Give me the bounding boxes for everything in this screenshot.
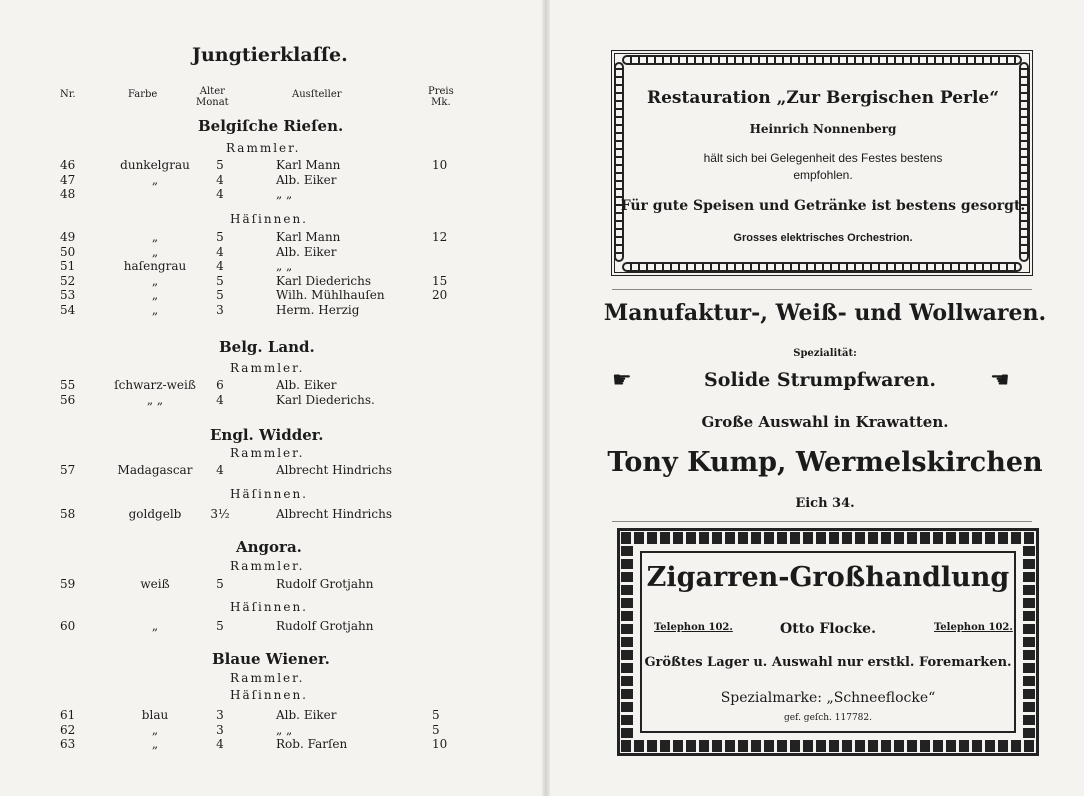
row-number: 56 bbox=[60, 392, 76, 407]
row-prize: 10 bbox=[432, 158, 448, 172]
row-age: 4 bbox=[216, 259, 224, 273]
page-title: Jungtierklaſſe. bbox=[192, 44, 348, 66]
row-age: 3 bbox=[216, 708, 224, 722]
row-age: 5 bbox=[216, 619, 224, 633]
row-prize: 20 bbox=[432, 288, 448, 302]
row-age: 4 bbox=[216, 737, 224, 751]
row-exhibitor: Rudolf Grotjahn bbox=[276, 577, 374, 591]
ad-main: Solide Strumpfwaren. bbox=[704, 369, 936, 391]
pointing-hand-left-icon: ☛ bbox=[990, 368, 1010, 393]
ad-title: Zigarren-Großhandlung bbox=[646, 562, 1010, 593]
ad-owner: Heinrich Nonnenberg bbox=[749, 122, 897, 136]
row-prize: 5 bbox=[432, 708, 440, 722]
col-header-alter: Alter Monat bbox=[196, 86, 229, 108]
ad-line: Größtes Lager u. Auswahl nur erstkl. Foremarken. bbox=[644, 655, 1012, 670]
ad-note: gef. geſch. 117782. bbox=[783, 713, 872, 723]
section-title: Angora. bbox=[236, 538, 302, 556]
ad-telephon-left: Telephon 102. bbox=[654, 622, 733, 633]
row-exhibitor: „ „ bbox=[276, 259, 293, 273]
section-subtitle: Rammler. bbox=[230, 361, 305, 375]
ad-name: Tony Kump, Wermelskirchen bbox=[607, 447, 1043, 478]
ad-extra: Grosses elektrisches Orchestrion. bbox=[733, 232, 913, 244]
row-exhibitor: Wilh. Mühlhauſen bbox=[276, 288, 385, 302]
row-age: 4 bbox=[216, 244, 224, 259]
row-exhibitor: „ „ bbox=[276, 722, 293, 737]
row-exhibitor: Rob. Farſen bbox=[276, 737, 348, 751]
ad-owner: Otto Flocke. bbox=[780, 621, 876, 637]
col-header-nr: Nr. bbox=[60, 89, 76, 100]
row-number: 62 bbox=[60, 722, 76, 737]
section-subtitle: Rammler. bbox=[230, 559, 305, 573]
row-age: 5 bbox=[216, 158, 224, 172]
row-color: ſchwarz-weiß bbox=[114, 378, 196, 392]
row-number: 54 bbox=[60, 302, 76, 317]
row-color: goldgelb bbox=[128, 507, 182, 521]
row-color: „ bbox=[151, 230, 159, 244]
row-number: 58 bbox=[60, 507, 76, 521]
row-number: 60 bbox=[60, 619, 76, 633]
row-color: dunkelgrau bbox=[120, 158, 190, 172]
row-number: 46 bbox=[60, 158, 76, 172]
block-border-left bbox=[621, 546, 633, 738]
row-age: 6 bbox=[216, 378, 224, 392]
section-subtitle: Rammler. bbox=[230, 671, 305, 685]
pointing-hand-right-icon: ☛ bbox=[612, 368, 632, 393]
row-age: 4 bbox=[216, 392, 224, 407]
row-exhibitor: Karl Mann bbox=[276, 158, 341, 172]
row-exhibitor: Karl Diederichs bbox=[276, 273, 372, 288]
section-subtitle: Rammler. bbox=[230, 446, 305, 460]
row-prize: 12 bbox=[432, 230, 448, 244]
block-border-top bbox=[621, 532, 1035, 544]
row-color: weiß bbox=[140, 577, 170, 591]
ad-line: Große Auswahl in Krawatten. bbox=[701, 413, 949, 431]
ad-spezial: Spezialmarke: „Schneeflocke“ bbox=[720, 690, 936, 706]
row-number: 63 bbox=[60, 737, 76, 751]
row-number: 55 bbox=[60, 378, 76, 392]
row-exhibitor: Alb. Eiker bbox=[276, 172, 337, 187]
section-title: Blaue Wiener. bbox=[212, 650, 330, 668]
row-exhibitor: Karl Diederichs. bbox=[276, 392, 375, 407]
block-border-right bbox=[1023, 546, 1035, 738]
row-number: 57 bbox=[60, 463, 76, 477]
section-subtitle: Häſinnen. bbox=[230, 212, 308, 226]
row-exhibitor: Alb. Eiker bbox=[276, 378, 337, 392]
row-color: „ bbox=[151, 172, 159, 187]
row-exhibitor: Herm. Herzig bbox=[276, 302, 360, 317]
row-color: „ „ bbox=[146, 392, 164, 407]
divider bbox=[612, 289, 1032, 290]
divider bbox=[612, 521, 1032, 522]
chain-border-bottom bbox=[622, 262, 1022, 272]
section-subtitle: Häſinnen. bbox=[230, 688, 308, 702]
row-prize: 10 bbox=[432, 737, 448, 751]
row-exhibitor: Karl Mann bbox=[276, 230, 341, 244]
row-color: blau bbox=[141, 708, 169, 722]
ad-text-line: hält sich bei Gelegenheit des Festes bestens bbox=[703, 151, 943, 165]
ad-title: Manufaktur-, Weiß- und Wollwaren. bbox=[603, 300, 1047, 326]
row-exhibitor: Albrecht Hindrichs bbox=[276, 507, 393, 521]
row-number: 48 bbox=[60, 187, 76, 201]
row-age: 4 bbox=[216, 172, 224, 187]
row-number: 47 bbox=[60, 172, 76, 187]
section-title: Belgiſche Rieſen. bbox=[198, 117, 344, 135]
row-age: 5 bbox=[216, 230, 224, 244]
row-number: 49 bbox=[60, 230, 76, 244]
row-color: „ bbox=[151, 302, 159, 317]
section-subtitle: Rammler. bbox=[226, 141, 301, 155]
row-age: 4 bbox=[216, 187, 224, 201]
ad-text-line: empfohlen. bbox=[793, 168, 853, 182]
row-color: „ bbox=[151, 722, 159, 737]
row-number: 51 bbox=[60, 259, 76, 273]
row-age: 4 bbox=[216, 463, 224, 477]
ad-slogan: Für gute Speisen und Getränke ist bestens gesorgt. bbox=[620, 198, 1026, 214]
chain-border-top bbox=[622, 55, 1022, 65]
row-number: 61 bbox=[60, 708, 76, 722]
col-header-farbe: Farbe bbox=[128, 89, 158, 100]
row-number: 52 bbox=[60, 273, 76, 288]
row-color: „ bbox=[151, 737, 159, 751]
row-color: „ bbox=[151, 288, 159, 302]
row-age: 5 bbox=[216, 577, 224, 591]
row-age: 3 bbox=[216, 722, 224, 737]
section-title: Belg. Land. bbox=[219, 338, 315, 356]
section-subtitle: Häſinnen. bbox=[230, 487, 308, 501]
row-number: 50 bbox=[60, 244, 76, 259]
row-prize: 15 bbox=[432, 273, 448, 288]
ad-address: Eich 34. bbox=[795, 496, 855, 511]
row-exhibitor: Alb. Eiker bbox=[276, 708, 337, 722]
block-border-bottom bbox=[621, 740, 1035, 752]
row-age: 3½ bbox=[210, 507, 230, 521]
row-color: haſengrau bbox=[123, 259, 187, 273]
ad-telephon-right: Telephon 102. bbox=[934, 622, 1013, 633]
row-color: „ bbox=[151, 273, 159, 288]
row-number: 59 bbox=[60, 577, 76, 591]
row-color: „ bbox=[151, 244, 159, 259]
col-header-aussteller: Ausſteller bbox=[292, 89, 342, 100]
row-age: 5 bbox=[216, 288, 224, 302]
row-age: 3 bbox=[216, 302, 224, 317]
row-color: Madagascar bbox=[117, 463, 193, 477]
row-age: 5 bbox=[216, 273, 224, 288]
ad-spezial: Spezialität: bbox=[793, 348, 857, 359]
book-gutter bbox=[542, 0, 550, 796]
col-header-preis: Preis Mk. bbox=[428, 86, 454, 108]
section-title: Engl. Widder. bbox=[210, 426, 324, 444]
row-color: „ bbox=[151, 619, 159, 633]
ad-title: Restauration „Zur Bergischen Perle“ bbox=[646, 88, 1000, 108]
row-exhibitor: Albrecht Hindrichs bbox=[276, 463, 393, 477]
row-exhibitor: „ „ bbox=[276, 187, 293, 201]
row-exhibitor: Rudolf Grotjahn bbox=[276, 619, 374, 633]
section-subtitle: Häſinnen. bbox=[230, 600, 308, 614]
row-exhibitor: Alb. Eiker bbox=[276, 244, 337, 259]
row-number: 53 bbox=[60, 288, 76, 302]
row-prize: 5 bbox=[432, 722, 440, 737]
